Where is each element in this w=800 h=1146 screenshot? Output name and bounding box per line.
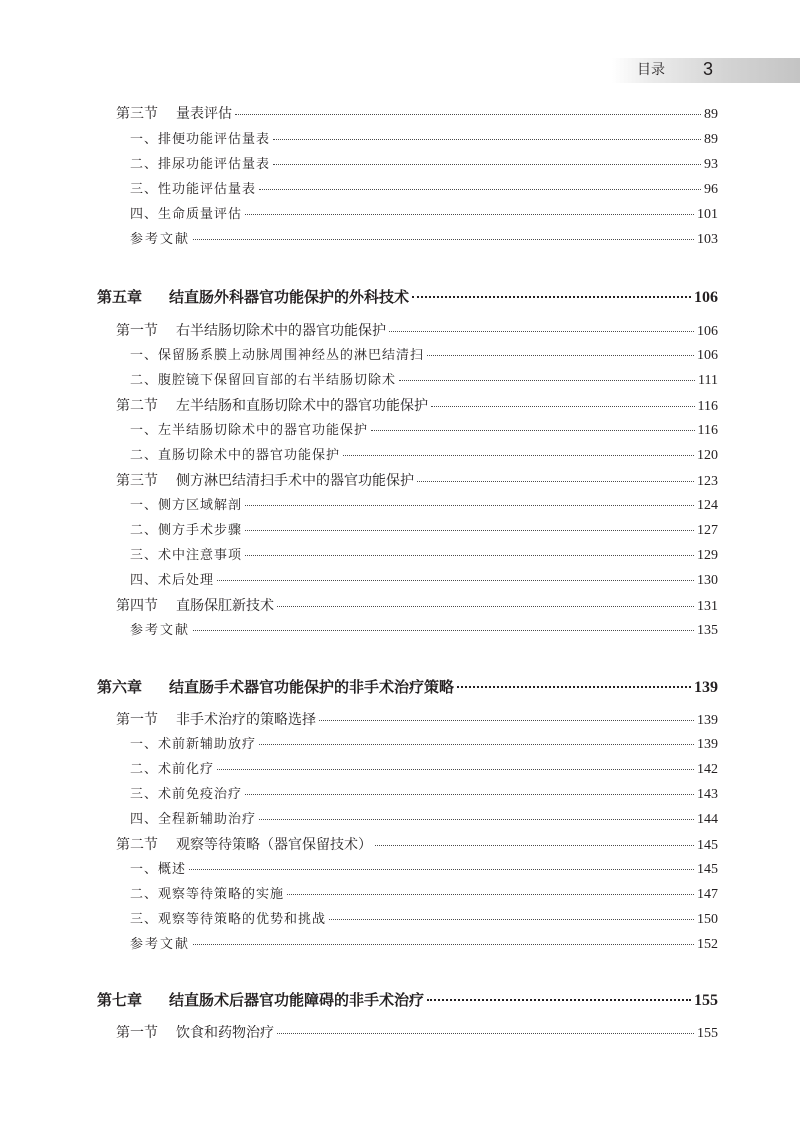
toc-entry-title: 结直肠手术器官功能保护的非手术治疗策略 <box>169 678 455 696</box>
toc-sec-row <box>116 395 718 417</box>
toc-entry-page: 101 <box>697 207 718 222</box>
toc-entry-number: 第七章 <box>97 991 143 1009</box>
toc-item-row <box>130 179 718 201</box>
toc-entry-label <box>130 934 190 956</box>
toc-entry-label <box>97 988 424 1012</box>
toc-entry-label <box>130 204 242 226</box>
toc-entry-page: 139 <box>694 679 718 696</box>
dot-leader <box>389 331 694 332</box>
dot-leader <box>193 239 694 240</box>
dot-leader <box>319 720 694 721</box>
dot-leader <box>189 869 694 870</box>
toc-item-row <box>130 370 718 392</box>
toc-entry-page: 123 <box>697 474 718 489</box>
toc-item-row <box>130 420 718 442</box>
toc-entry-number: 第二节 <box>116 398 158 414</box>
toc-entry-title: 左半结肠和直肠切除术中的器官功能保护 <box>176 398 428 414</box>
dot-leader <box>273 164 701 165</box>
toc-entry-label <box>130 545 242 567</box>
toc-sec-row <box>116 103 718 125</box>
toc-sec-row <box>116 470 718 492</box>
running-header-title: 目录 <box>637 62 665 78</box>
toc-entry-title: 一、左半结肠切除术中的器官功能保护 <box>130 423 369 438</box>
toc-entry-title: 参考文献 <box>130 232 191 247</box>
toc-item-row <box>130 154 718 176</box>
dot-leader <box>217 769 694 770</box>
toc-entry-page: 96 <box>704 182 718 197</box>
toc-entry-title: 二、腹腔镜下保留回盲部的右半结肠切除术 <box>130 373 397 388</box>
toc-entry-label <box>130 445 340 467</box>
toc-entry-label <box>116 395 428 417</box>
toc-entry-title: 四、术后处理 <box>130 573 215 588</box>
dot-leader <box>245 555 694 556</box>
dot-leader <box>287 894 694 895</box>
toc-ref-row <box>130 934 718 956</box>
dot-leader <box>245 794 694 795</box>
toc-entry-label <box>116 834 372 856</box>
dot-leader <box>412 296 691 298</box>
toc-item-row <box>130 345 718 367</box>
dot-leader <box>193 944 694 945</box>
toc-entry-page: 89 <box>704 132 718 147</box>
toc-entry-label <box>130 620 190 642</box>
toc-chapter-row <box>97 675 718 699</box>
toc-item-row <box>130 520 718 542</box>
toc-entry-page: 93 <box>704 157 718 172</box>
toc-entry-title: 结直肠术后器官功能障碍的非手术治疗 <box>169 991 425 1009</box>
toc-entry-label <box>97 285 409 309</box>
toc-entry-label <box>116 470 414 492</box>
toc-entry-page: 150 <box>697 912 718 927</box>
toc-entry-page: 155 <box>697 1026 718 1041</box>
toc-entry-number: 第三节 <box>116 106 158 122</box>
dot-leader <box>277 606 694 607</box>
dot-leader <box>375 845 694 846</box>
toc-entry-title: 一、术前新辅助放疗 <box>130 737 257 752</box>
toc-item-row <box>130 204 718 226</box>
dot-leader <box>245 530 694 531</box>
toc-entry-title: 四、全程新辅助治疗 <box>130 812 257 827</box>
dot-leader <box>371 430 695 431</box>
dot-leader <box>427 355 694 356</box>
toc-item-row <box>130 445 718 467</box>
toc-entry-title: 二、观察等待策略的实施 <box>130 887 285 902</box>
toc-entry-label <box>130 370 396 392</box>
toc-entry-page: 120 <box>697 448 718 463</box>
toc-entry-label <box>130 179 256 201</box>
toc-entry-page: 116 <box>697 399 718 414</box>
toc-entry-title: 三、术前免疫治疗 <box>130 787 243 802</box>
toc-chapter-row <box>97 988 718 1012</box>
toc-item-row <box>130 545 718 567</box>
dot-leader <box>277 1033 694 1034</box>
toc-entry-title: 三、观察等待策略的优势和挑战 <box>130 912 327 927</box>
toc-item-row <box>130 809 718 831</box>
toc-entry-label <box>116 595 274 617</box>
dot-leader <box>457 686 691 688</box>
toc-entry-label <box>116 709 316 731</box>
toc-entry-page: 145 <box>697 862 718 877</box>
toc-entry-label <box>97 675 454 699</box>
toc-item-row <box>130 784 718 806</box>
toc-entry-page: 106 <box>694 289 718 306</box>
dot-leader <box>431 406 695 407</box>
toc-sec-row <box>116 709 718 731</box>
toc-entry-number: 第一节 <box>116 712 158 728</box>
toc-entry-title: 一、保留肠系膜上动脉周围神经丛的淋巴结清扫 <box>130 348 425 363</box>
toc-sec-row <box>116 1022 718 1044</box>
toc-entry-label <box>130 520 242 542</box>
dot-leader <box>193 630 694 631</box>
dot-leader <box>259 819 694 820</box>
toc-item-row <box>130 734 718 756</box>
toc-entry-page: 145 <box>697 838 718 853</box>
toc-item-row <box>130 570 718 592</box>
toc-entry-label <box>130 420 368 442</box>
toc-entry-label <box>130 784 242 806</box>
toc-entry-title: 观察等待策略（器官保留技术） <box>176 837 372 853</box>
toc-entry-number: 第三节 <box>116 473 158 489</box>
toc-entry-page: 111 <box>698 373 718 388</box>
toc-entry-label <box>130 809 256 831</box>
toc-entry-page: 144 <box>697 812 718 827</box>
dot-leader <box>273 139 701 140</box>
toc-entry-title: 一、排便功能评估量表 <box>130 132 271 147</box>
toc-entry-page: 142 <box>697 762 718 777</box>
toc-entry-label <box>116 320 386 342</box>
toc-entry-title: 饮食和药物治疗 <box>176 1025 274 1041</box>
toc-entry-page: 116 <box>697 423 718 438</box>
toc-entry-page: 89 <box>704 107 718 122</box>
toc-entry-page: 124 <box>697 498 718 513</box>
toc-entry-title: 侧方淋巴结清扫手术中的器官功能保护 <box>176 473 414 489</box>
toc-entry-page: 147 <box>697 887 718 902</box>
toc-entry-page: 143 <box>697 787 718 802</box>
toc-entry-page: 106 <box>697 324 718 339</box>
toc-entry-label <box>130 734 256 756</box>
toc-item-row <box>130 909 718 931</box>
toc-item-row <box>130 884 718 906</box>
toc-sec-row <box>116 320 718 342</box>
toc-entry-title: 四、生命质量评估 <box>130 207 243 222</box>
toc-entry-title: 二、排尿功能评估量表 <box>130 157 271 172</box>
dot-leader <box>343 455 694 456</box>
toc-entry-label <box>130 229 190 251</box>
toc-entry-number: 第四节 <box>116 598 158 614</box>
toc-entry-title: 右半结肠切除术中的器官功能保护 <box>176 323 386 339</box>
toc-entry-label <box>130 859 186 881</box>
toc-entry-page: 130 <box>697 573 718 588</box>
toc-entry-title: 二、直肠切除术中的器官功能保护 <box>130 448 341 463</box>
toc-item-row <box>130 859 718 881</box>
toc-item-row <box>130 759 718 781</box>
dot-leader <box>329 919 694 920</box>
toc-entry-title: 三、术中注意事项 <box>130 548 243 563</box>
toc-entry-label <box>116 1022 274 1044</box>
dot-leader <box>259 189 701 190</box>
toc-entry-title: 二、侧方手术步骤 <box>130 523 243 538</box>
toc-sec-row <box>116 834 718 856</box>
toc-entry-title: 量表评估 <box>176 106 232 122</box>
dot-leader <box>245 505 694 506</box>
toc-entry-title: 参考文献 <box>130 937 191 952</box>
toc-sec-row <box>116 595 718 617</box>
toc-entry-label <box>130 884 284 906</box>
toc-entry-page: 139 <box>697 713 718 728</box>
toc-entry-page: 135 <box>697 623 718 638</box>
toc-entry-page: 139 <box>697 737 718 752</box>
toc-entry-title: 直肠保肛新技术 <box>176 598 274 614</box>
toc-entry-page: 106 <box>697 348 718 363</box>
dot-leader <box>235 114 701 115</box>
toc-entry-label <box>116 103 232 125</box>
toc-entry-number: 第五章 <box>97 288 143 306</box>
toc-ref-row <box>130 229 718 251</box>
toc-entry-title: 二、术前化疗 <box>130 762 215 777</box>
toc-entry-title: 参考文献 <box>130 623 191 638</box>
dot-leader <box>417 481 694 482</box>
dot-leader <box>245 214 694 215</box>
toc-entry-label <box>130 345 424 367</box>
toc-entry-page: 127 <box>697 523 718 538</box>
toc-entry-page: 152 <box>697 937 718 952</box>
toc-ref-row <box>130 620 718 642</box>
toc-entry-number: 第二节 <box>116 837 158 853</box>
toc-entry-title: 一、概述 <box>130 862 187 877</box>
toc-entry-title: 三、性功能评估量表 <box>130 182 257 197</box>
toc-entry-title: 一、侧方区域解剖 <box>130 498 243 513</box>
toc-entry-label <box>130 570 214 592</box>
toc-entry-number: 第一节 <box>116 323 158 339</box>
toc-entry-page: 129 <box>697 548 718 563</box>
page-number: 3 <box>703 59 714 79</box>
toc-entry-page: 103 <box>697 232 718 247</box>
toc-entry-label <box>130 759 214 781</box>
toc-entry-label <box>130 909 326 931</box>
toc-item-row <box>130 495 718 517</box>
dot-leader <box>399 380 695 381</box>
toc-entry-page: 131 <box>697 599 718 614</box>
toc-entry-number: 第六章 <box>97 678 143 696</box>
toc-entry-title: 非手术治疗的策略选择 <box>176 712 316 728</box>
toc-entry-title: 结直肠外科器官功能保护的外科技术 <box>169 288 410 306</box>
dot-leader <box>427 999 691 1001</box>
dot-leader <box>259 744 694 745</box>
dot-leader <box>217 580 694 581</box>
toc-entry-label <box>130 495 242 517</box>
toc-chapter-row <box>97 285 718 309</box>
toc-entry-label <box>130 129 270 151</box>
toc-entry-page: 155 <box>694 992 718 1009</box>
toc-entry-number: 第一节 <box>116 1025 158 1041</box>
toc-entry-label <box>130 154 270 176</box>
toc-item-row <box>130 129 718 151</box>
